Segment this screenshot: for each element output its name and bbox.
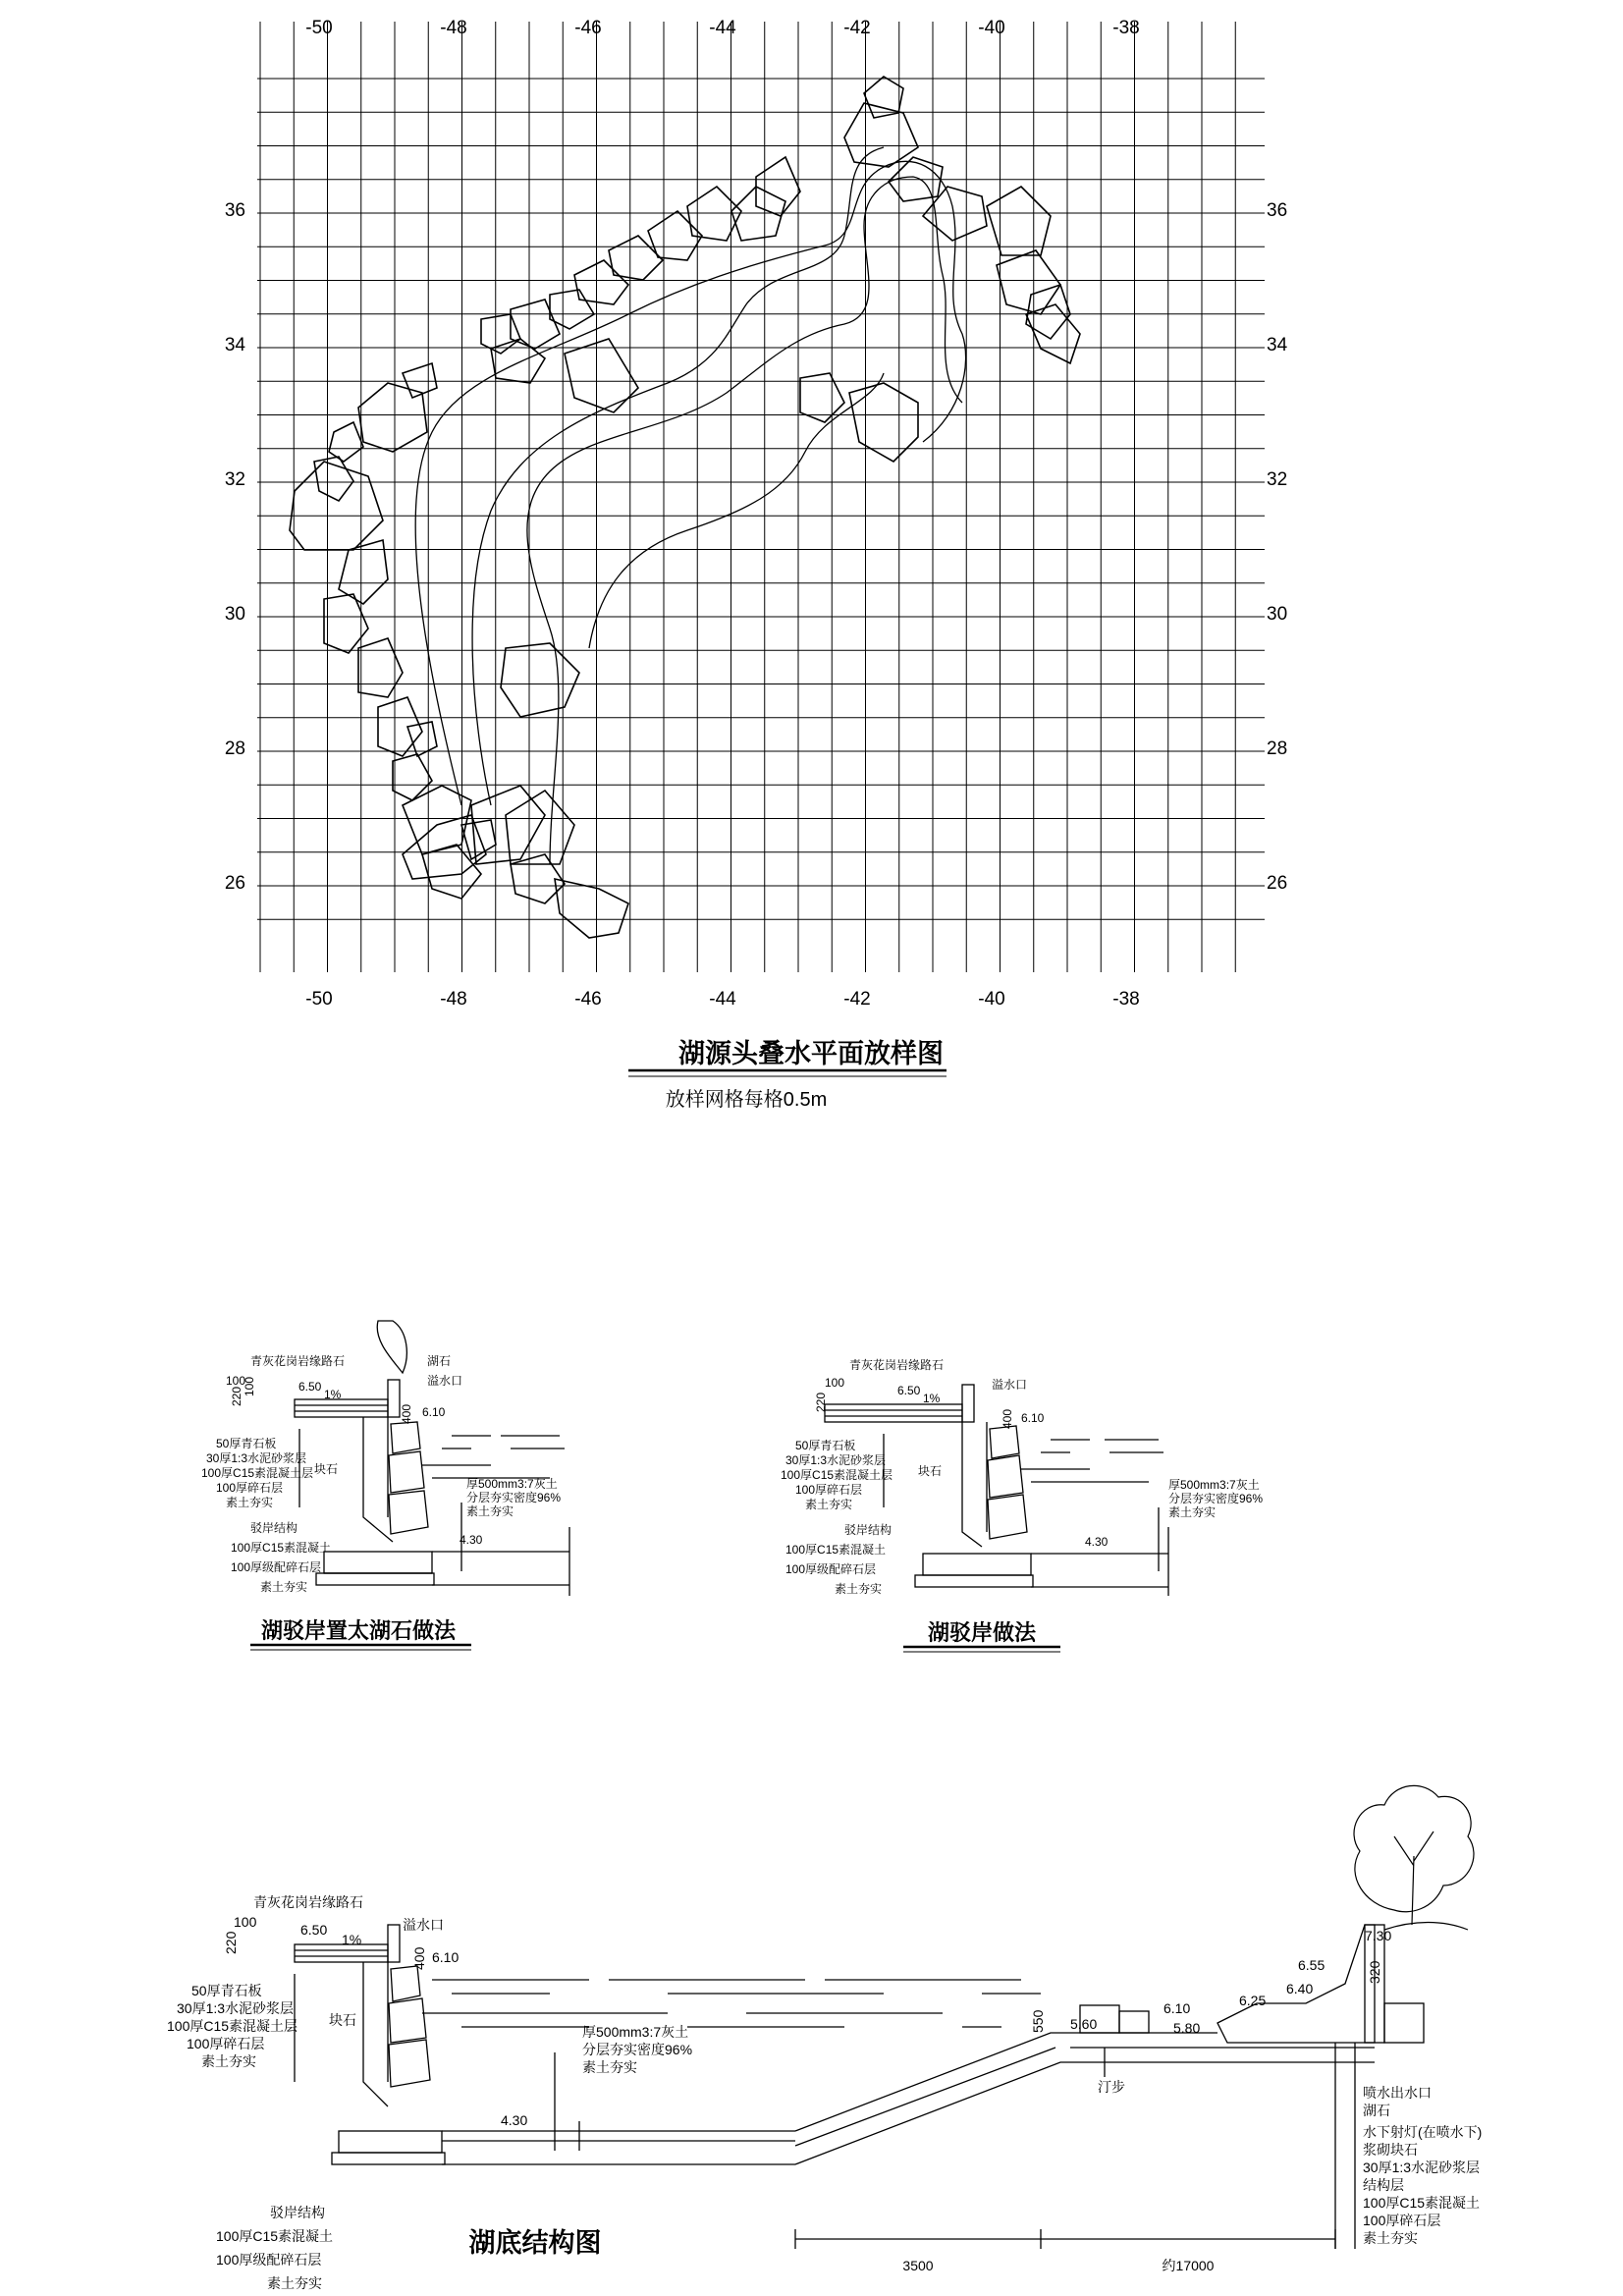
y-tick-label: 30 bbox=[1267, 604, 1288, 625]
label-block: 块石 bbox=[314, 1462, 339, 1476]
section-c-title: 湖底结构图 bbox=[468, 2228, 602, 2258]
label-overflow: 溢水口 bbox=[427, 1374, 463, 1388]
y-tick-label: 26 bbox=[1267, 873, 1288, 894]
rock-outline bbox=[506, 791, 574, 864]
label-bank-1: 驳岸结构 bbox=[844, 1523, 893, 1537]
label-slope: 1% bbox=[923, 1392, 941, 1405]
label-fill-2: 分层夯实密度96% bbox=[1168, 1492, 1264, 1505]
plan-y-tick-labels-left bbox=[225, 200, 246, 894]
section-b-drawing bbox=[825, 1385, 1168, 1596]
label-right-8: 100厚碎石层 bbox=[1363, 2213, 1441, 2228]
label-elev-610: 6.10 bbox=[432, 1949, 460, 1965]
label-layer-2: 30厚1:3水泥砂浆层 bbox=[785, 1453, 887, 1467]
x-tick-label: -48 bbox=[440, 989, 467, 1010]
label-elev-610: 6.10 bbox=[422, 1405, 446, 1419]
label-bank-2: 100厚C15素混凝土 bbox=[785, 1543, 887, 1557]
x-tick-label: -40 bbox=[978, 18, 1005, 38]
rock-outline bbox=[849, 383, 918, 462]
y-tick-label: 26 bbox=[224, 873, 245, 894]
label-curb: 青灰花岗岩缘路石 bbox=[250, 1354, 346, 1368]
x-tick-label: -44 bbox=[709, 18, 736, 38]
label-dim-1: 3500 bbox=[902, 2258, 934, 2273]
label-overflow: 溢水口 bbox=[403, 1917, 444, 1933]
rock-outline bbox=[987, 187, 1051, 255]
label-layer-3: 100厚C15素混凝土层 bbox=[167, 2018, 298, 2034]
label-layer-3: 100厚C15素混凝土层 bbox=[781, 1468, 893, 1482]
label-layer-4: 100厚碎石层 bbox=[187, 2036, 265, 2051]
rock-outline bbox=[290, 462, 383, 550]
plan-x-tick-labels-bottom bbox=[305, 989, 1139, 1010]
x-tick-label: -50 bbox=[305, 989, 333, 1010]
label-fill-1: 厚500mm3:7灰土 bbox=[1168, 1478, 1260, 1492]
label-slope: 1% bbox=[324, 1388, 342, 1401]
label-elev-625: 6.25 bbox=[1239, 1993, 1267, 2008]
label-fill-1: 厚500mm3:7灰土 bbox=[466, 1477, 558, 1491]
rock-outline bbox=[550, 290, 594, 329]
y-tick-label: 34 bbox=[1267, 335, 1288, 355]
label-elev-650: 6.50 bbox=[300, 1922, 328, 1938]
label-d100: 100 bbox=[226, 1374, 246, 1388]
label-fill-3: 素土夯实 bbox=[1168, 1505, 1217, 1519]
rock-outline bbox=[358, 638, 403, 697]
label-d220: 220 bbox=[814, 1392, 828, 1412]
label-curb: 青灰花岗岩缘路石 bbox=[849, 1358, 945, 1372]
y-tick-label: 28 bbox=[224, 738, 245, 759]
rock-outline bbox=[756, 157, 800, 216]
label-right-5: 30厚1:3水泥砂浆层 bbox=[1363, 2159, 1481, 2175]
label-bank-1: 驳岸结构 bbox=[270, 2205, 325, 2220]
label-d400: 400 bbox=[1001, 1408, 1014, 1429]
label-fill-2: 分层夯实密度96% bbox=[466, 1491, 562, 1504]
x-tick-label: -44 bbox=[709, 989, 736, 1010]
tree-icon bbox=[1354, 1785, 1474, 1930]
label-elev-610: 6.10 bbox=[1021, 1411, 1045, 1425]
y-tick-label: 32 bbox=[1267, 469, 1288, 490]
label-stepping: 汀步 bbox=[1098, 2079, 1125, 2095]
label-d220: 220 bbox=[223, 1931, 239, 1954]
label-elev-430: 4.30 bbox=[501, 2112, 528, 2128]
plan-x-tick-labels-top bbox=[305, 18, 1139, 38]
label-dim-2: 约17000 bbox=[1162, 2258, 1215, 2273]
rock-outline bbox=[403, 786, 471, 854]
label-elev-560: 5.60 bbox=[1070, 2016, 1098, 2032]
label-elev-650: 6.50 bbox=[897, 1384, 921, 1397]
section-b-title: 湖驳岸做法 bbox=[927, 1620, 1037, 1645]
rock-outline bbox=[555, 879, 628, 938]
rock-outline bbox=[378, 697, 422, 756]
plan-subtitle: 放样网格每格0.5m bbox=[665, 1089, 828, 1111]
label-layer-5: 素土夯实 bbox=[805, 1498, 853, 1511]
label-fill-2: 分层夯实密度96% bbox=[582, 2042, 693, 2057]
label-layer-2: 30厚1:3水泥砂浆层 bbox=[177, 2000, 295, 2016]
label-right-3: 水下射灯(在喷水下) bbox=[1363, 2124, 1483, 2140]
y-tick-label: 32 bbox=[224, 469, 245, 490]
y-tick-label: 34 bbox=[224, 335, 245, 355]
label-bank-3: 100厚级配碎石层 bbox=[231, 1560, 322, 1574]
label-bank-3: 100厚级配碎石层 bbox=[216, 2252, 322, 2268]
label-d100b: 100 bbox=[243, 1376, 256, 1396]
label-d550: 550 bbox=[1030, 2009, 1046, 2033]
label-right-1: 喷水出水口 bbox=[1363, 2085, 1432, 2101]
x-tick-label: -46 bbox=[574, 18, 602, 38]
label-layer-4: 100厚碎石层 bbox=[795, 1483, 863, 1497]
label-overflow: 溢水口 bbox=[992, 1378, 1028, 1392]
x-tick-label: -38 bbox=[1112, 989, 1140, 1010]
section-c-drawing bbox=[295, 1925, 1424, 2249]
x-tick-label: -42 bbox=[843, 18, 871, 38]
rock-outline bbox=[329, 422, 363, 462]
label-d400: 400 bbox=[400, 1403, 413, 1424]
label-layer-1: 50厚青石板 bbox=[191, 1983, 262, 1998]
section-a-title: 湖驳岸置太湖石做法 bbox=[260, 1618, 457, 1643]
rock-outline bbox=[501, 643, 579, 717]
label-right-6: 结构层 bbox=[1363, 2177, 1404, 2193]
x-tick-label: -42 bbox=[843, 989, 871, 1010]
rock-outline bbox=[491, 339, 545, 383]
x-tick-label: -50 bbox=[305, 18, 333, 38]
label-d320: 320 bbox=[1367, 1960, 1382, 1984]
rock-outline bbox=[314, 457, 353, 501]
label-fill-3: 素土夯实 bbox=[466, 1504, 514, 1518]
plan-y-tick-labels-right bbox=[1267, 200, 1288, 894]
label-elev-580: 5.80 bbox=[1173, 2020, 1201, 2036]
label-bank-4: 素土夯实 bbox=[260, 1580, 308, 1594]
y-tick-label: 36 bbox=[224, 200, 245, 221]
label-elev-430: 4.30 bbox=[1085, 1535, 1109, 1549]
y-tick-label: 28 bbox=[1267, 738, 1288, 759]
label-layer-2: 30厚1:3水泥砂浆层 bbox=[206, 1451, 307, 1465]
label-bank-2: 100厚C15素混凝土 bbox=[216, 2228, 334, 2244]
label-layer-5: 素土夯实 bbox=[201, 2053, 256, 2069]
x-tick-label: -46 bbox=[574, 989, 602, 1010]
x-tick-label: -38 bbox=[1112, 18, 1140, 38]
label-bank-1: 驳岸结构 bbox=[250, 1521, 298, 1535]
label-layer-1: 50厚青石板 bbox=[795, 1439, 856, 1452]
label-right-2: 湖石 bbox=[1363, 2103, 1390, 2118]
label-block: 块石 bbox=[918, 1464, 943, 1478]
y-tick-label: 36 bbox=[1267, 200, 1288, 221]
label-curb: 青灰花岗岩缘路石 bbox=[253, 1894, 363, 1910]
label-layer-3: 100厚C15素混凝土层 bbox=[201, 1466, 314, 1480]
rock-outline bbox=[461, 820, 496, 859]
label-d400: 400 bbox=[411, 1946, 427, 1970]
label-bank-3: 100厚级配碎石层 bbox=[785, 1562, 877, 1576]
label-block: 块石 bbox=[329, 2012, 356, 2028]
label-slope: 1% bbox=[342, 1932, 362, 1947]
rock-outline bbox=[565, 339, 638, 412]
plan-grid bbox=[257, 22, 1265, 972]
label-d220: 220 bbox=[230, 1386, 243, 1406]
label-rock: 湖石 bbox=[427, 1354, 452, 1368]
label-layer-4: 100厚碎石层 bbox=[216, 1481, 284, 1495]
rock-outline bbox=[574, 260, 628, 304]
plan-title: 湖源头叠水平面放样图 bbox=[678, 1039, 944, 1068]
label-d100: 100 bbox=[234, 1914, 257, 1930]
y-tick-label: 30 bbox=[224, 604, 245, 625]
label-right-9: 素土夯实 bbox=[1363, 2230, 1418, 2246]
label-right-7: 100厚C15素混凝土 bbox=[1363, 2195, 1481, 2211]
label-elev-655: 6.55 bbox=[1298, 1957, 1325, 1973]
label-elev-640: 6.40 bbox=[1286, 1981, 1314, 1996]
label-elev-650: 6.50 bbox=[298, 1380, 322, 1394]
label-layer-1: 50厚青石板 bbox=[216, 1437, 277, 1450]
label-bank-2: 100厚C15素混凝土 bbox=[231, 1541, 332, 1555]
rock-outline bbox=[358, 383, 427, 452]
section-c-labels bbox=[167, 1894, 1482, 2291]
label-elev-610r: 6.10 bbox=[1163, 2000, 1191, 2016]
x-tick-label: -40 bbox=[978, 989, 1005, 1010]
label-elev-730: 7.30 bbox=[1365, 1928, 1392, 1943]
label-bank-4: 素土夯实 bbox=[267, 2275, 322, 2291]
label-fill-3: 素土夯实 bbox=[582, 2059, 637, 2075]
label-fill-1: 厚500mm3:7灰土 bbox=[582, 2024, 689, 2040]
label-layer-5: 素土夯实 bbox=[226, 1496, 274, 1509]
label-right-4: 浆砌块石 bbox=[1363, 2142, 1418, 2158]
label-bank-4: 素土夯实 bbox=[835, 1582, 883, 1596]
label-d100: 100 bbox=[825, 1376, 845, 1390]
section-a-labels bbox=[201, 1353, 561, 1594]
x-tick-label: -48 bbox=[440, 18, 467, 38]
label-elev-430: 4.30 bbox=[460, 1533, 483, 1547]
plan-rocks bbox=[290, 77, 1080, 938]
